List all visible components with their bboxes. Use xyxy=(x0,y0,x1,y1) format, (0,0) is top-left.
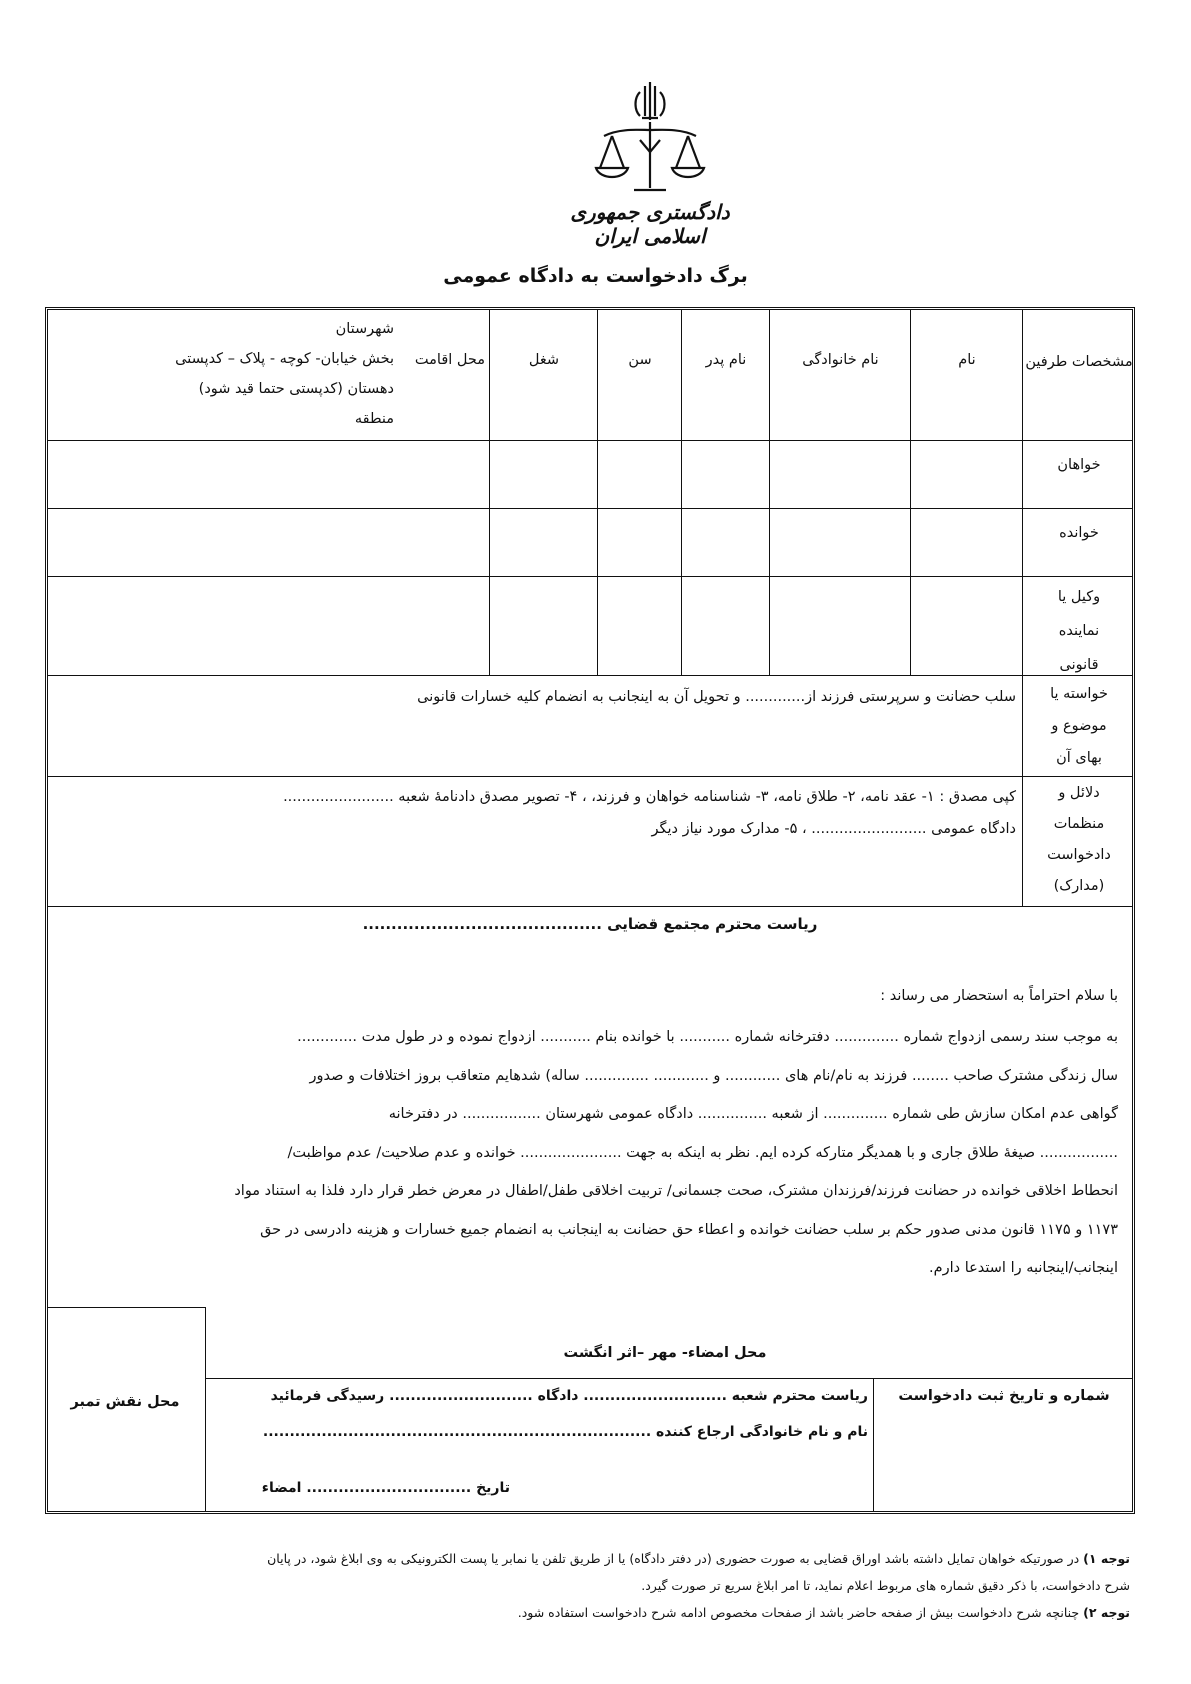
col-header-residence: محل اقامت xyxy=(414,352,485,368)
stamp-place-label: محل نقش تمبر xyxy=(70,1394,180,1410)
petition-heading: ریاست محترم مجتمع قضایی .......................................... xyxy=(362,915,818,933)
registration-label: شماره و تاریخ ثبت دادخواست xyxy=(898,1388,1110,1404)
row-label-attorney: وکیل یا نماینده قانونی xyxy=(1057,589,1101,673)
petition-body[interactable] xyxy=(60,1018,1118,1288)
address-postal-note: دهستان (کدپستی حتما قید شود) xyxy=(198,381,394,397)
brand-name: دادگستری جمهوری اسلامی ایران xyxy=(570,200,730,248)
col-divider xyxy=(681,309,682,675)
row-divider xyxy=(47,675,1133,676)
col-divider xyxy=(1022,309,1023,906)
petition-line: سال زندگی مشترک صاحب ........ فرزند به نام/نام های ............ و ............ .............. ساله) شدهایم متعاقب بروز اختلافات و صدور xyxy=(309,1067,1118,1084)
row-divider xyxy=(47,508,1133,509)
address-region: منطقه xyxy=(354,411,394,427)
address-city: شهرستان xyxy=(335,321,394,337)
row-divider xyxy=(47,1307,205,1308)
petition-form-frame xyxy=(45,307,1135,1514)
row-divider xyxy=(47,440,1133,441)
row-divider xyxy=(47,576,1133,577)
col-divider xyxy=(597,309,598,675)
petition-line: اینجانب/اینجانبه را استدعا دارم. xyxy=(929,1260,1118,1276)
note-2: توجه ۲) چنانچه شرح دادخواست بیش از صفحه حاضر باشد از صفحات مخصوص ادامه شرح دادخواست استفاده شود. xyxy=(517,1605,1130,1620)
row-label-defendant: خوانده xyxy=(1059,525,1099,541)
referrer-name-field[interactable]: نام و نام خانوادگی ارجاع کننده ......................................................................... xyxy=(262,1424,868,1440)
signature-place-label: محل امضاء- مهر –اثر انگشت xyxy=(563,1345,767,1361)
petition-line: گواهی عدم امکان سازش طی شماره .............. از شعبه ............... دادگاه عمومی شهرستان ................. در دفترخانه xyxy=(388,1106,1118,1122)
notes xyxy=(60,1545,1130,1626)
judiciary-emblem-icon xyxy=(590,78,710,198)
address-street: بخش خیابان- کوچه - پلاک – کدپستی xyxy=(175,351,394,367)
referral-line[interactable]: ریاست محترم شعبه ........................... دادگاه ........................... رسیدگی فرمائید xyxy=(270,1388,868,1404)
evidence-line-1[interactable]: کپی مصدق : ۱- عقد نامه، ۲- طلاق نامه، ۳- شناسنامه خواهان و فرزند، ، ۴- تصویر مصدق دادنامۀ شعبه ........................ xyxy=(283,789,1016,805)
col-header-age: سن xyxy=(628,352,652,368)
evidence-line-2[interactable]: دادگاه عمومی ......................... ، ۵- مدارک مورد نیاز دیگر xyxy=(651,821,1016,837)
col-divider xyxy=(205,1307,206,1512)
note-1: توجه ۱) در صورتیکه خواهان تمایل داشته باشد اوراق قضایی به صورت حضوری (در دفتر دادگاه) یا از طریق تلفن یا نمابر یا پست الکترونیکی به وی ابلاغ شود، در پایان xyxy=(267,1551,1130,1566)
form-title: برگ دادخواست به دادگاه عمومی xyxy=(443,265,748,287)
row-label-claim: خواسته یا موضوع و بهای آن xyxy=(1050,686,1108,766)
col-divider xyxy=(489,309,490,675)
petition-line: ۱۱۷۳ و ۱۱۷۵ قانون مدنی صدور حکم بر سلب حضانت خوانده و اعطاء حق حضانت به اینجانب به انضمام جمیع خسارات و هزینه دادرسی در حق xyxy=(260,1221,1118,1238)
petition-line: ................. صیغۀ طلاق جاری و با همدیگر متارکه کرده ایم. نظر به اینکه به جهت ...................... خوانده و عدم صلاحیت/ عدم مواظبت/ xyxy=(287,1144,1118,1161)
petition-line: به موجب سند رسمی ازدواج شماره .............. دفترخانه شماره ........... با خوانده بنام ........... ازدواج نموده و در طول مدت ............. xyxy=(297,1029,1118,1045)
row-divider xyxy=(47,906,1133,907)
col-header-father-name: نام پدر xyxy=(705,352,747,368)
col-divider xyxy=(910,309,911,675)
col-header-name: نام xyxy=(958,352,976,368)
col-divider xyxy=(769,309,770,675)
row-divider xyxy=(47,776,1133,777)
date-signature-field[interactable]: تاریخ ............................... امضاء xyxy=(261,1480,510,1496)
note-1-cont: شرح دادخواست، با ذکر دقیق شماره های مربوط اعلام نماید، تا امر ابلاغ سریع تر صورت گیرد. xyxy=(641,1578,1130,1593)
petition-greeting: با سلام احتراماً به استحضار می رساند : xyxy=(880,988,1118,1004)
col-header-family-name: نام خانوادگی xyxy=(802,352,879,368)
row-label-evidence: دلائل و منظمات دادخواست (مدارک) xyxy=(1047,785,1111,894)
row-label-plaintiff: خواهان xyxy=(1057,457,1101,473)
petition-line: انحطاط اخلاقی خوانده در حضانت فرزند/فرزندان مشترک، صحت جسمانی/ تربیت اخلاقی طفل/اطفال در معرض خطر قرار دارد فلذا به استناد مواد xyxy=(234,1183,1118,1199)
row-divider xyxy=(205,1378,1133,1379)
claim-value-field[interactable]: سلب حضانت و سرپرستی فرزند از............. و تحویل آن به اینجانب به انضمام کلیه خسارات قانونی xyxy=(417,689,1016,705)
col-header-occupation: شغل xyxy=(528,352,560,368)
col-divider xyxy=(873,1378,874,1512)
col-header-parties: مشخصات طرفین xyxy=(1025,354,1133,370)
